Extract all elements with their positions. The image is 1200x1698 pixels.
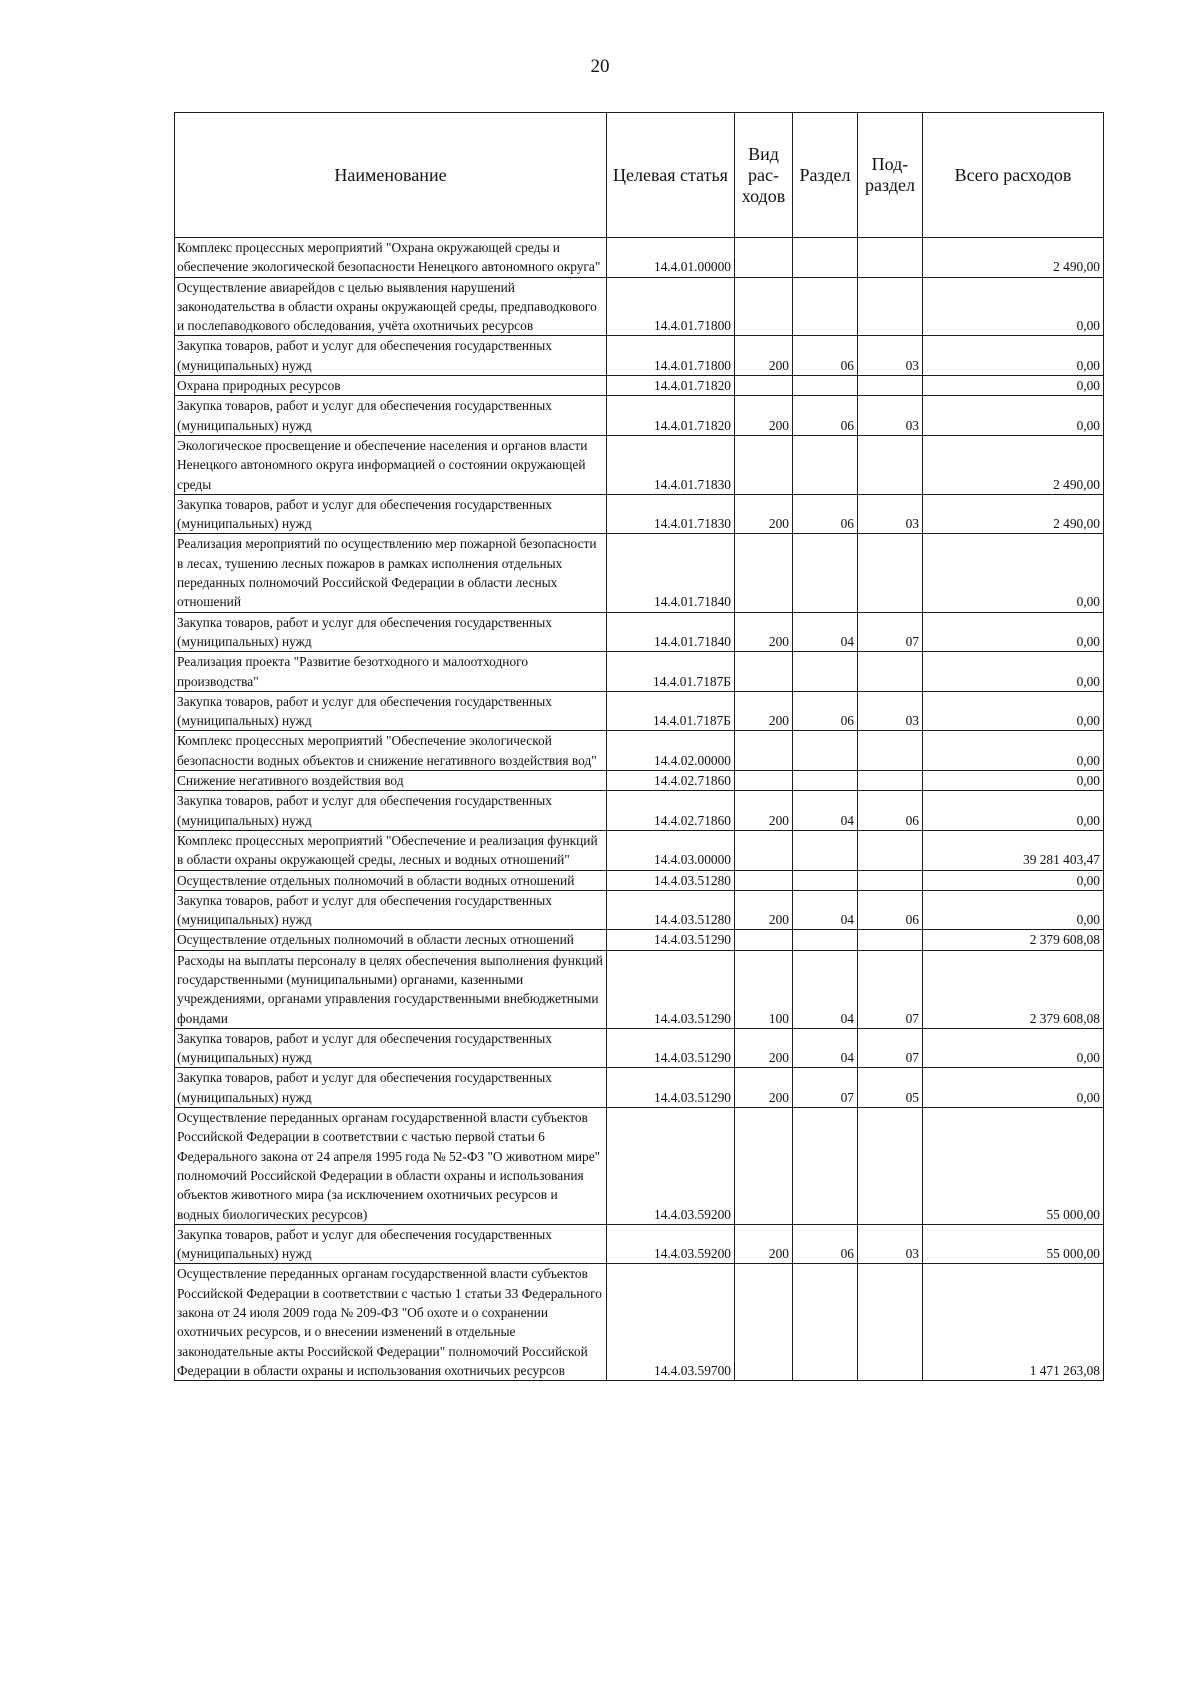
cell-total: 2 490,00: [923, 435, 1104, 494]
cell-total: 0,00: [923, 376, 1104, 396]
cell-section: 06: [793, 691, 858, 731]
cell-subsection: [858, 277, 923, 336]
cell-name: Осуществление переданных органам государственной власти субъектов Российской Федерации в соответствии с частью 1 статьи 33 Федерального закона от 24 июля 2009 года № 209-ФЗ "Об охоте и о сохранении охотничьих ресурсов, и о внесении изменений в отдельные законодательные акты Российской Федерации" полномочий Российской Федерации в области охраны и использования охотничьих ресурсов: [175, 1264, 607, 1381]
table-row: [175, 870, 1104, 890]
cell-section: [793, 830, 858, 870]
cell-expense-type: [735, 1108, 793, 1225]
cell-name: Закупка товаров, работ и услуг для обеспечения государственных (муниципальных) нужд: [175, 691, 607, 731]
cell-expense-type: 200: [735, 890, 793, 930]
cell-section: 06: [793, 494, 858, 534]
header-total: Всего расходов: [923, 113, 1104, 238]
cell-name: Осуществление отдельных полномочий в области водных отношений: [175, 870, 607, 890]
cell-target-article: 14.4.03.51290: [607, 930, 735, 950]
cell-subsection: [858, 1264, 923, 1381]
table-row: [175, 1068, 1104, 1108]
cell-target-article: 14.4.03.59200: [607, 1224, 735, 1264]
cell-total: 0,00: [923, 534, 1104, 612]
cell-name: Экологическое просвещение и обеспечение населения и органов власти Ненецкого автономного округа информацией о состоянии окружающей среды: [175, 435, 607, 494]
table-row: [175, 376, 1104, 396]
table-row: [175, 494, 1104, 534]
cell-expense-type: [735, 277, 793, 336]
cell-section: 04: [793, 950, 858, 1028]
table-row: [175, 691, 1104, 731]
cell-section: 06: [793, 396, 858, 436]
cell-total: 55 000,00: [923, 1224, 1104, 1264]
cell-subsection: [858, 731, 923, 771]
table-row: [175, 830, 1104, 870]
cell-target-article: 14.4.03.59700: [607, 1264, 735, 1381]
cell-section: [793, 435, 858, 494]
budget-table: [174, 112, 1104, 1381]
cell-total: 2 379 608,08: [923, 930, 1104, 950]
cell-subsection: 03: [858, 1224, 923, 1264]
cell-subsection: [858, 830, 923, 870]
cell-subsection: 06: [858, 791, 923, 831]
cell-total: 2 490,00: [923, 238, 1104, 278]
cell-subsection: [858, 435, 923, 494]
cell-subsection: [858, 870, 923, 890]
cell-name: Закупка товаров, работ и услуг для обеспечения государственных (муниципальных) нужд: [175, 1028, 607, 1068]
table-header: [175, 113, 1104, 238]
cell-section: [793, 1264, 858, 1381]
cell-expense-type: [735, 870, 793, 890]
cell-target-article: 14.4.02.71860: [607, 771, 735, 791]
cell-expense-type: 200: [735, 1028, 793, 1068]
cell-total: 39 281 403,47: [923, 830, 1104, 870]
cell-expense-type: 100: [735, 950, 793, 1028]
table-row: [175, 1264, 1104, 1381]
cell-expense-type: [735, 731, 793, 771]
header-name: Наименование: [175, 113, 607, 238]
cell-target-article: 14.4.03.51280: [607, 870, 735, 890]
cell-name: Закупка товаров, работ и услуг для обеспечения государственных (муниципальных) нужд: [175, 791, 607, 831]
cell-name: Закупка товаров, работ и услуг для обеспечения государственных (муниципальных) нужд: [175, 494, 607, 534]
cell-target-article: 14.4.01.71830: [607, 435, 735, 494]
cell-expense-type: 200: [735, 494, 793, 534]
cell-section: [793, 277, 858, 336]
cell-total: 0,00: [923, 396, 1104, 436]
cell-expense-type: 200: [735, 1068, 793, 1108]
table-row: [175, 890, 1104, 930]
header-subsection: Под-раздел: [858, 113, 923, 238]
table-row: [175, 238, 1104, 278]
cell-section: [793, 376, 858, 396]
cell-total: 0,00: [923, 890, 1104, 930]
cell-section: [793, 930, 858, 950]
cell-subsection: 03: [858, 494, 923, 534]
cell-name: Расходы на выплаты персоналу в целях обеспечения выполнения функций государственными (муниципальными) органами, казенными учреждениями, органами управления государственными внебюджетными фондами: [175, 950, 607, 1028]
cell-expense-type: 200: [735, 1224, 793, 1264]
cell-expense-type: 200: [735, 612, 793, 652]
page-number: 20: [590, 56, 610, 77]
cell-subsection: 03: [858, 691, 923, 731]
cell-name: Закупка товаров, работ и услуг для обеспечения государственных (муниципальных) нужд: [175, 396, 607, 436]
cell-name: Реализация проекта "Развитие безотходного и малоотходного производства": [175, 652, 607, 692]
cell-total: 0,00: [923, 336, 1104, 376]
table-body: [175, 238, 1104, 1381]
table-row: [175, 435, 1104, 494]
cell-target-article: 14.4.01.71820: [607, 396, 735, 436]
cell-target-article: 14.4.01.71840: [607, 534, 735, 612]
cell-name: Комплекс процессных мероприятий "Обеспечение и реализация функций в области охраны окружающей среды, лесных и водных отношений": [175, 830, 607, 870]
cell-target-article: 14.4.03.51290: [607, 1068, 735, 1108]
cell-expense-type: 200: [735, 791, 793, 831]
cell-expense-type: [735, 830, 793, 870]
cell-total: 0,00: [923, 731, 1104, 771]
table-row: [175, 1108, 1104, 1225]
cell-section: [793, 238, 858, 278]
cell-expense-type: [735, 930, 793, 950]
header-expense-type: Вид рас-ходов: [735, 113, 793, 238]
cell-total: 1 471 263,08: [923, 1264, 1104, 1381]
cell-total: 2 379 608,08: [923, 950, 1104, 1028]
cell-target-article: 14.4.01.71840: [607, 612, 735, 652]
cell-target-article: 14.4.02.00000: [607, 731, 735, 771]
cell-section: [793, 534, 858, 612]
cell-target-article: 14.4.03.00000: [607, 830, 735, 870]
cell-target-article: 14.4.03.51280: [607, 890, 735, 930]
cell-subsection: [858, 652, 923, 692]
cell-expense-type: [735, 652, 793, 692]
cell-expense-type: 200: [735, 396, 793, 436]
cell-total: 0,00: [923, 771, 1104, 791]
cell-target-article: 14.4.03.59200: [607, 1108, 735, 1225]
cell-subsection: 07: [858, 1028, 923, 1068]
cell-subsection: [858, 930, 923, 950]
cell-target-article: 14.4.01.71820: [607, 376, 735, 396]
cell-subsection: 07: [858, 950, 923, 1028]
cell-expense-type: 200: [735, 691, 793, 731]
table-row: [175, 612, 1104, 652]
cell-target-article: 14.4.03.51290: [607, 950, 735, 1028]
cell-name: Комплекс процессных мероприятий "Обеспечение экологической безопасности водных объектов и снижение негативного воздействия вод": [175, 731, 607, 771]
cell-expense-type: [735, 238, 793, 278]
cell-section: 04: [793, 791, 858, 831]
cell-name: Закупка товаров, работ и услуг для обеспечения государственных (муниципальных) нужд: [175, 890, 607, 930]
cell-target-article: 14.4.01.71800: [607, 277, 735, 336]
cell-expense-type: [735, 435, 793, 494]
cell-expense-type: [735, 376, 793, 396]
cell-total: 0,00: [923, 652, 1104, 692]
cell-name: Закупка товаров, работ и услуг для обеспечения государственных (муниципальных) нужд: [175, 1224, 607, 1264]
cell-target-article: 14.4.01.7187Б: [607, 652, 735, 692]
cell-total: 2 490,00: [923, 494, 1104, 534]
cell-expense-type: [735, 1264, 793, 1381]
cell-total: 0,00: [923, 277, 1104, 336]
table-row: [175, 652, 1104, 692]
cell-name: Комплекс процессных мероприятий "Охрана окружающей среды и обеспечение экологической безопасности Ненецкого автономного округа": [175, 238, 607, 278]
table-row: [175, 396, 1104, 436]
cell-section: 04: [793, 890, 858, 930]
cell-section: 04: [793, 1028, 858, 1068]
header-target-article: Целевая статья: [607, 113, 735, 238]
cell-section: [793, 731, 858, 771]
cell-expense-type: [735, 771, 793, 791]
cell-subsection: 06: [858, 890, 923, 930]
cell-name: Закупка товаров, работ и услуг для обеспечения государственных (муниципальных) нужд: [175, 1068, 607, 1108]
cell-section: [793, 652, 858, 692]
table-row: [175, 930, 1104, 950]
cell-name: Осуществление переданных органам государственной власти субъектов Российской Федерации в соответствии с частью первой статьи 6 Федерального закона от 24 апреля 1995 года № 52-ФЗ "О животном мире" полномочий Российской Федерации в области охраны и использования объектов животного мира (за исключением охотничьих ресурсов и водных биологических ресурсов): [175, 1108, 607, 1225]
table-row: [175, 950, 1104, 1028]
cell-name: Реализация мероприятий по осуществлению мер пожарной безопасности в лесах, тушению лесных пожаров в рамках исполнения отдельных переданных полномочий Российской Федерации в области лесных отношений: [175, 534, 607, 612]
cell-subsection: 03: [858, 336, 923, 376]
cell-target-article: 14.4.01.71800: [607, 336, 735, 376]
cell-section: 07: [793, 1068, 858, 1108]
cell-name: Осуществление отдельных полномочий в области лесных отношений: [175, 930, 607, 950]
cell-section: [793, 870, 858, 890]
cell-total: 0,00: [923, 870, 1104, 890]
cell-name: Закупка товаров, работ и услуг для обеспечения государственных (муниципальных) нужд: [175, 336, 607, 376]
cell-subsection: 03: [858, 396, 923, 436]
table-row: [175, 277, 1104, 336]
cell-section: 06: [793, 1224, 858, 1264]
cell-expense-type: 200: [735, 336, 793, 376]
cell-subsection: 07: [858, 612, 923, 652]
table-row: [175, 771, 1104, 791]
cell-target-article: 14.4.01.00000: [607, 238, 735, 278]
table-row: [175, 1028, 1104, 1068]
table-row: [175, 791, 1104, 831]
table-row: [175, 336, 1104, 376]
table-row: [175, 1224, 1104, 1264]
cell-section: 04: [793, 612, 858, 652]
cell-expense-type: [735, 534, 793, 612]
cell-subsection: [858, 1108, 923, 1225]
cell-target-article: 14.4.01.71830: [607, 494, 735, 534]
table-row: [175, 731, 1104, 771]
cell-subsection: [858, 534, 923, 612]
cell-subsection: [858, 238, 923, 278]
cell-subsection: [858, 376, 923, 396]
header-section: Раздел: [793, 113, 858, 238]
cell-target-article: 14.4.03.51290: [607, 1028, 735, 1068]
cell-section: 06: [793, 336, 858, 376]
cell-section: [793, 1108, 858, 1225]
cell-total: 0,00: [923, 612, 1104, 652]
cell-total: 0,00: [923, 791, 1104, 831]
cell-total: 0,00: [923, 1028, 1104, 1068]
cell-name: Снижение негативного воздействия вод: [175, 771, 607, 791]
cell-name: Осуществление авиарейдов с целью выявления нарушений законодательства в области охраны окружающей среды, предпаводкового и послепаводкового обследования, учёта охотничьих ресурсов: [175, 277, 607, 336]
cell-target-article: 14.4.01.7187Б: [607, 691, 735, 731]
table-row: [175, 534, 1104, 612]
cell-total: 55 000,00: [923, 1108, 1104, 1225]
cell-target-article: 14.4.02.71860: [607, 791, 735, 831]
cell-total: 0,00: [923, 691, 1104, 731]
cell-name: Охрана природных ресурсов: [175, 376, 607, 396]
cell-subsection: 05: [858, 1068, 923, 1108]
cell-subsection: [858, 771, 923, 791]
header-row: [175, 113, 1104, 238]
cell-total: 0,00: [923, 1068, 1104, 1108]
cell-name: Закупка товаров, работ и услуг для обеспечения государственных (муниципальных) нужд: [175, 612, 607, 652]
cell-section: [793, 771, 858, 791]
